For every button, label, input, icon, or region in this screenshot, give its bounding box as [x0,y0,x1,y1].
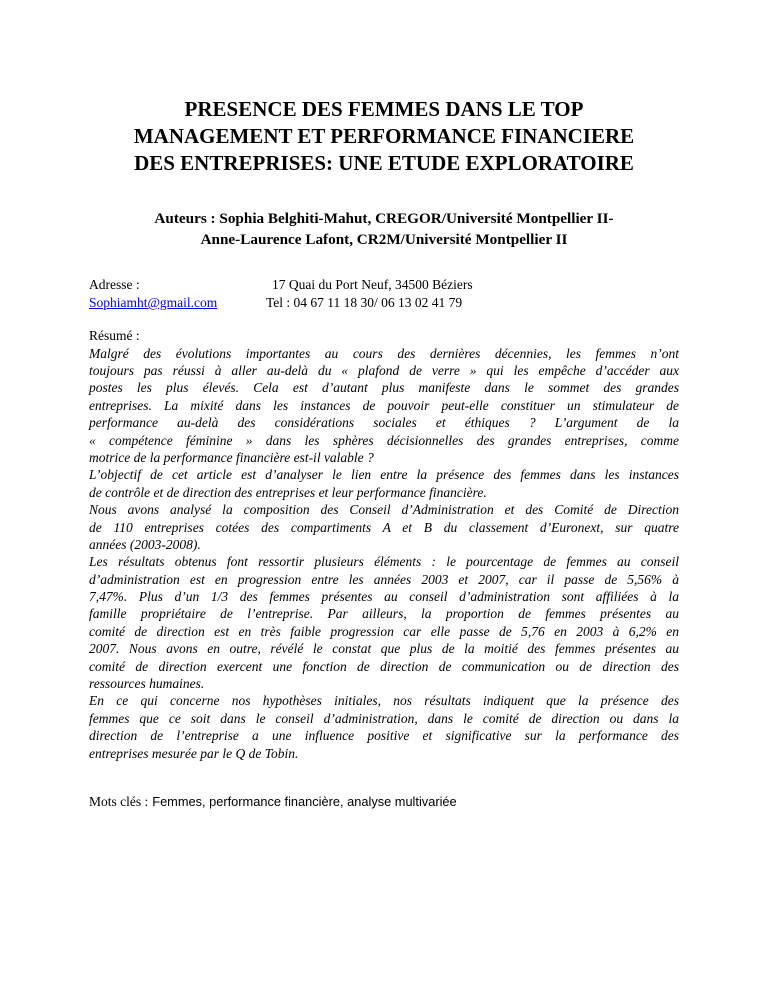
abstract-line: comité de direction exercent une fonction de direction de communication ou de direction des [89,658,679,674]
phone-numbers: Tel : 04 67 11 18 30/ 06 13 02 41 79 [266,295,463,310]
abstract-line: entreprises. La mixité dans les instances de pouvoir peut-elle constituer un stimulateur de [89,397,679,413]
abstract-line: motrice de la performance financière est-il valable ? [89,449,374,465]
street-address: 17 Quai du Port Neuf, 34500 Béziers [272,277,473,292]
abstract-line: « compétence féminine » dans les sphères décisionnelles des grandes entreprises, comme [89,432,679,448]
paper-title [90,96,678,177]
title-line: PRESENCE DES FEMMES DANS LE TOP [184,97,584,121]
abstract-line: famille propriétaire de l’entreprise. Par ailleurs, la proportion de femmes présentes au [89,606,679,622]
authors-block [90,208,678,250]
abstract-line: 2007. Nous avons en outre, révélé le constat que plus de la moitié des femmes présentes au [89,641,679,657]
abstract-line: direction de l’entreprise a une influence positive et significative sur la performance des [89,728,679,744]
abstract-line: femmes que ce soit dans le conseil d’administration, dans le comité de direction ou dans la [89,710,679,726]
abstract-line: entreprises mesurée par le Q de Tobin. [89,745,299,761]
abstract-line: comité de direction est en très faible progression car elle passe de 5,76 en 2003 à 6,2% en [89,623,679,639]
keywords-value: Femmes, performance financière, analyse multivariée [152,794,457,809]
authors-line: Anne-Laurence Lafont, CR2M/Université Montpellier II [200,231,568,248]
abstract-line: d’administration est en progression entre les années 2003 et 2007, car il passe de 5,56% à [89,571,679,587]
keywords-line [89,793,457,811]
abstract-line: Malgré des évolutions importantes au cours des dernières décennies, les femmes n’ont [89,345,679,361]
abstract-line: En ce qui concerne nos hypothèses initiales, nos résultats indiquent que la présence des [89,693,679,709]
abstract-line: années (2003-2008). [89,536,201,552]
abstract-line: Nous avons analysé la composition des Conseil d’Administration et des Comité de Direction [89,502,679,518]
address-label: Adresse : [89,277,140,292]
abstract-line: de 110 entreprises cotées des compartiments A et B du classement d’Euronext, sur quatre [89,519,679,535]
abstract-line: postes les plus élevés. Cela est d’autant plus manifeste dans le sommet des grandes [89,380,679,396]
abstract-label: Résumé : [89,328,140,343]
abstract-line: de contrôle et de direction des entreprises et leur performance financière. [89,484,487,500]
abstract-line: ressources humaines. [89,676,205,692]
abstract-line: 7,47%. Plus d’un 1/3 des femmes présentes au conseil d’administration sont affiliées à la [89,589,679,605]
abstract-line: Les résultats obtenus font ressortir plusieurs éléments : le pourcentage de femmes au conseil [89,554,679,570]
title-line: MANAGEMENT ET PERFORMANCE FINANCIERE [133,124,635,148]
keywords-label: Mots clés : [89,794,149,809]
abstract-body [89,345,679,762]
email-link[interactable]: Sophiamht@gmail.com [89,295,218,310]
authors-line: Auteurs : Sophia Belghiti-Mahut, CREGOR/Université Montpellier II- [154,210,614,227]
abstract-line: performance au-delà des considérations sociales et éthiques ? L’argument de la [89,415,679,431]
abstract-line: L’objectif de cet article est d’analyser le lien entre la présence des femmes dans les instances [89,467,679,483]
abstract-line: toujours pas réussi à aller au-delà du « plafond de verre » qui les empêche d’accéder aux [89,362,679,378]
title-line: DES ENTREPRISES: UNE ETUDE EXPLORATOIRE [134,151,634,175]
